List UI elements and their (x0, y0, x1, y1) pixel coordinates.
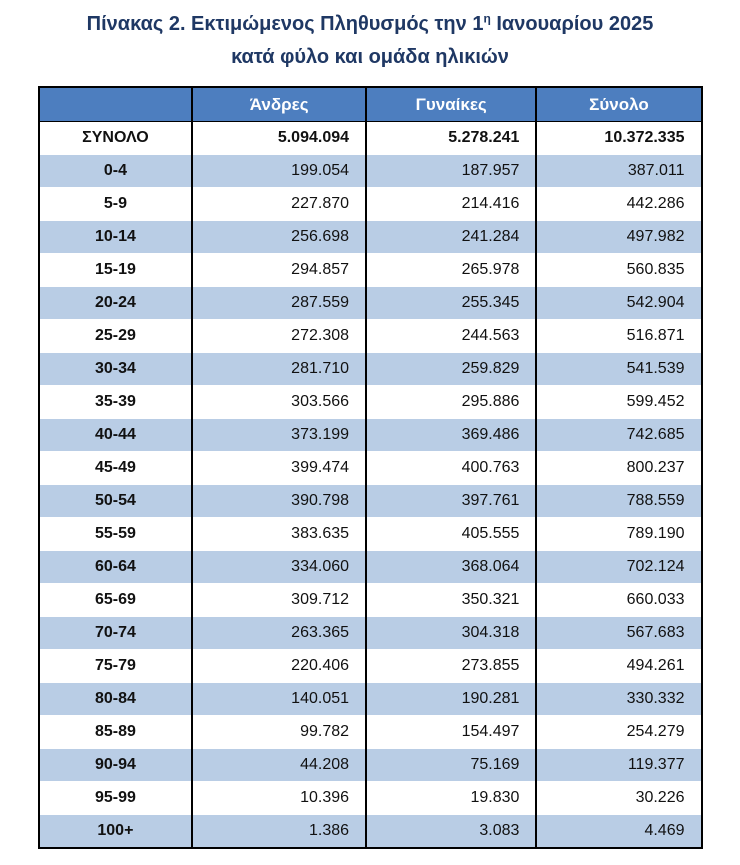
women-value-cell: 214.416 (366, 188, 536, 221)
total-value-cell: 742.685 (536, 419, 701, 452)
age-group-cell: 90-94 (39, 749, 193, 782)
total-value-cell: 542.904 (536, 287, 701, 320)
total-value-cell: 442.286 (536, 188, 701, 221)
age-group-cell: 40-44 (39, 419, 193, 452)
women-value-cell: 244.563 (366, 320, 536, 353)
table-row (39, 518, 702, 551)
table-row (39, 551, 702, 584)
table-row (39, 749, 702, 782)
women-value-cell: 369.486 (366, 419, 536, 452)
table-row (39, 254, 702, 287)
page-title (0, 8, 740, 74)
total-value-cell: 702.124 (536, 551, 701, 584)
table-row (39, 353, 702, 386)
table-row (39, 122, 702, 155)
total-value-cell: 387.011 (536, 155, 701, 188)
women-value-cell: 154.497 (366, 716, 536, 749)
men-value-cell: 303.566 (192, 386, 366, 419)
age-group-cell: 100+ (39, 815, 193, 849)
men-value-cell: 272.308 (192, 320, 366, 353)
men-value-cell: 287.559 (192, 287, 366, 320)
women-value-cell: 190.281 (366, 683, 536, 716)
age-group-cell: ΣΥΝΟΛΟ (39, 122, 193, 155)
men-value-cell: 256.698 (192, 221, 366, 254)
header-row (39, 87, 702, 122)
header-women: Γυναίκες (366, 87, 536, 122)
women-value-cell: 75.169 (366, 749, 536, 782)
total-value-cell: 119.377 (536, 749, 701, 782)
men-value-cell: 140.051 (192, 683, 366, 716)
women-value-cell: 368.064 (366, 551, 536, 584)
women-value-cell: 5.278.241 (366, 122, 536, 155)
men-value-cell: 44.208 (192, 749, 366, 782)
header-age-group (39, 87, 193, 122)
total-value-cell: 516.871 (536, 320, 701, 353)
age-group-cell: 50-54 (39, 485, 193, 518)
table-row (39, 815, 702, 849)
age-group-cell: 15-19 (39, 254, 193, 287)
age-group-cell: 25-29 (39, 320, 193, 353)
women-value-cell: 273.855 (366, 650, 536, 683)
age-group-cell: 55-59 (39, 518, 193, 551)
table-row (39, 452, 702, 485)
women-value-cell: 19.830 (366, 782, 536, 815)
women-value-cell: 241.284 (366, 221, 536, 254)
age-group-cell: 70-74 (39, 617, 193, 650)
total-value-cell: 4.469 (536, 815, 701, 849)
age-group-cell: 5-9 (39, 188, 193, 221)
total-value-cell: 254.279 (536, 716, 701, 749)
men-value-cell: 227.870 (192, 188, 366, 221)
men-value-cell: 10.396 (192, 782, 366, 815)
table-row (39, 188, 702, 221)
table-row (39, 584, 702, 617)
age-group-cell: 35-39 (39, 386, 193, 419)
age-group-cell: 65-69 (39, 584, 193, 617)
table-row (39, 320, 702, 353)
men-value-cell: 334.060 (192, 551, 366, 584)
total-value-cell: 330.332 (536, 683, 701, 716)
men-value-cell: 383.635 (192, 518, 366, 551)
table-body (39, 122, 702, 849)
table-row (39, 386, 702, 419)
title-line1-prefix: Πίνακας 2. Εκτιμώμενος Πληθυσμός την 1 (86, 13, 484, 35)
total-value-cell: 560.835 (536, 254, 701, 287)
total-value-cell: 789.190 (536, 518, 701, 551)
women-value-cell: 350.321 (366, 584, 536, 617)
men-value-cell: 99.782 (192, 716, 366, 749)
total-value-cell: 599.452 (536, 386, 701, 419)
women-value-cell: 397.761 (366, 485, 536, 518)
age-group-cell: 45-49 (39, 452, 193, 485)
women-value-cell: 304.318 (366, 617, 536, 650)
population-table (38, 86, 703, 849)
women-value-cell: 3.083 (366, 815, 536, 849)
total-value-cell: 497.982 (536, 221, 701, 254)
header-total: Σύνολο (536, 87, 701, 122)
age-group-cell: 10-14 (39, 221, 193, 254)
total-value-cell: 10.372.335 (536, 122, 701, 155)
men-value-cell: 220.406 (192, 650, 366, 683)
men-value-cell: 1.386 (192, 815, 366, 849)
men-value-cell: 294.857 (192, 254, 366, 287)
age-group-cell: 20-24 (39, 287, 193, 320)
men-value-cell: 373.199 (192, 419, 366, 452)
women-value-cell: 265.978 (366, 254, 536, 287)
age-group-cell: 80-84 (39, 683, 193, 716)
total-value-cell: 800.237 (536, 452, 701, 485)
men-value-cell: 263.365 (192, 617, 366, 650)
table-row (39, 617, 702, 650)
table-row (39, 155, 702, 188)
men-value-cell: 199.054 (192, 155, 366, 188)
age-group-cell: 75-79 (39, 650, 193, 683)
page-title-line1 (0, 8, 740, 41)
table-row (39, 782, 702, 815)
page-title-line2: κατά φύλο και ομάδα ηλικιών (231, 46, 509, 68)
title-line1-suffix: Ιανουαρίου 2025 (490, 13, 654, 35)
total-value-cell: 788.559 (536, 485, 701, 518)
table-row (39, 419, 702, 452)
total-value-cell: 660.033 (536, 584, 701, 617)
table-row (39, 287, 702, 320)
total-value-cell: 30.226 (536, 782, 701, 815)
women-value-cell: 187.957 (366, 155, 536, 188)
men-value-cell: 399.474 (192, 452, 366, 485)
table-row (39, 683, 702, 716)
age-group-cell: 60-64 (39, 551, 193, 584)
header-men: Άνδρες (192, 87, 366, 122)
age-group-cell: 30-34 (39, 353, 193, 386)
table-row (39, 221, 702, 254)
men-value-cell: 281.710 (192, 353, 366, 386)
age-group-cell: 0-4 (39, 155, 193, 188)
table-header (39, 87, 702, 122)
total-value-cell: 541.539 (536, 353, 701, 386)
table-row (39, 650, 702, 683)
table-row (39, 716, 702, 749)
title-ordinal-superscript: η (483, 11, 491, 26)
women-value-cell: 400.763 (366, 452, 536, 485)
women-value-cell: 405.555 (366, 518, 536, 551)
total-value-cell: 494.261 (536, 650, 701, 683)
age-group-cell: 85-89 (39, 716, 193, 749)
table-row (39, 485, 702, 518)
women-value-cell: 295.886 (366, 386, 536, 419)
men-value-cell: 390.798 (192, 485, 366, 518)
age-group-cell: 95-99 (39, 782, 193, 815)
men-value-cell: 5.094.094 (192, 122, 366, 155)
women-value-cell: 255.345 (366, 287, 536, 320)
total-value-cell: 567.683 (536, 617, 701, 650)
women-value-cell: 259.829 (366, 353, 536, 386)
men-value-cell: 309.712 (192, 584, 366, 617)
